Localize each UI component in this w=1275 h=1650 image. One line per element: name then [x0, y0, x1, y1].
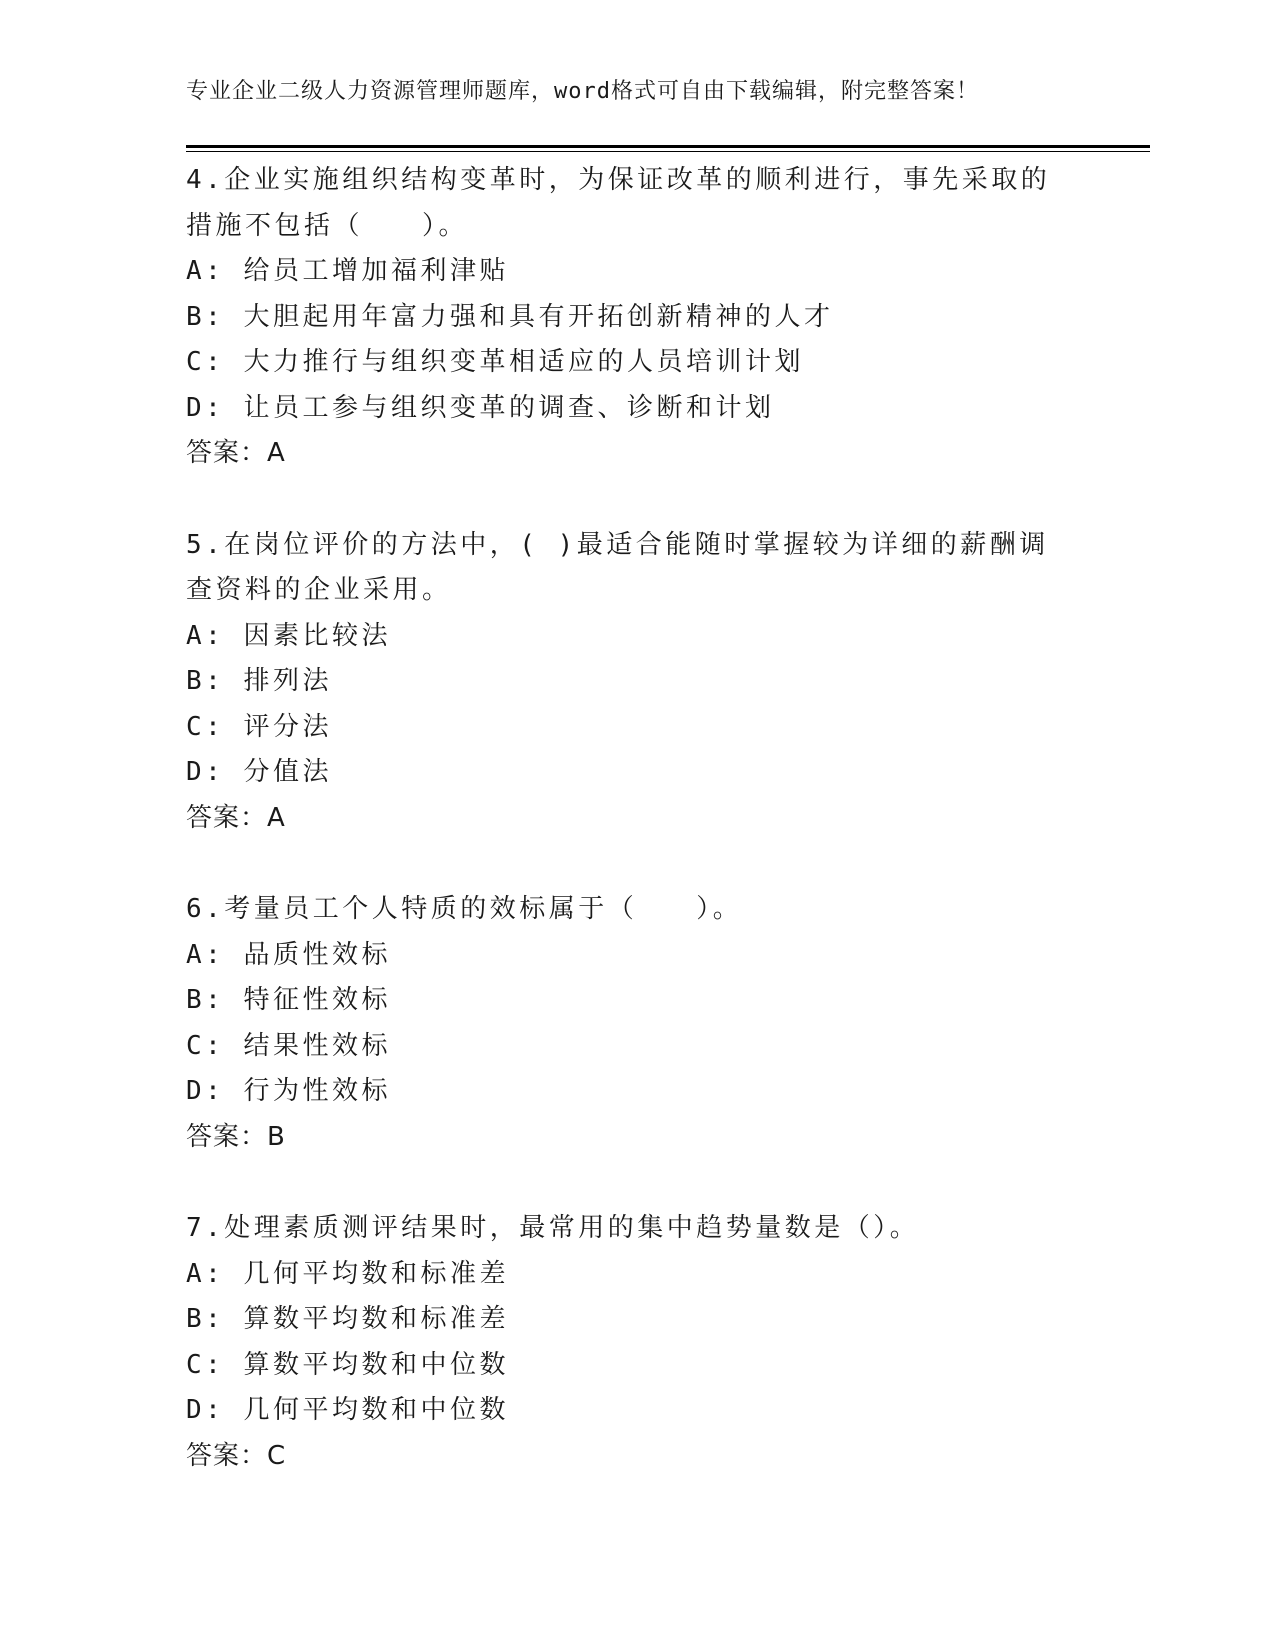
- option-d: D: 行为性效标: [186, 1076, 391, 1106]
- question-stem: 6.考量员工个人特质的效标属于（ ）。: [186, 894, 743, 924]
- option-d: D: 几何平均数和中位数: [186, 1395, 509, 1425]
- option-a: A: 给员工增加福利津贴: [186, 256, 509, 286]
- option-b: B: 大胆起用年富力强和具有开拓创新精神的人才: [186, 301, 834, 332]
- answer-label: 答案：A: [186, 438, 286, 468]
- question-stem: 4.企业实施组织结构变革时，为保证改革的顺利进行，事先采取的措施不包括（ ）。: [186, 165, 1051, 241]
- option-c: C: 算数平均数和中位数: [186, 1349, 509, 1380]
- question-list: [186, 158, 1086, 1479]
- option-c: C: 大力推行与组织变革相适应的人员培训计划: [186, 347, 804, 377]
- answer-label: 答案：C: [186, 1440, 287, 1471]
- question-stem: 7.处理素质测评结果时，最常用的集中趋势量数是（）。: [186, 1213, 920, 1243]
- option-a: A: 品质性效标: [186, 939, 391, 970]
- option-b: B: 排列法: [186, 666, 332, 696]
- question-7: [186, 1206, 1086, 1479]
- page-header: 专业企业二级人力资源管理师题库，word格式可自由下载编辑，附完整答案！: [186, 79, 979, 104]
- answer-label: 答案：B: [186, 1121, 286, 1152]
- option-d: D: 让员工参与组织变革的调查、诊断和计划: [186, 392, 775, 423]
- header-rule-thin: [186, 151, 1150, 152]
- option-b: B: 特征性效标: [186, 985, 391, 1015]
- question-stem: 5.在岗位评价的方法中，( )最适合能随时掌握较为详细的薪酬调查资料的企业采用。: [186, 529, 1049, 605]
- option-a: A: 因素比较法: [186, 620, 391, 651]
- option-c: C: 结果性效标: [186, 1030, 391, 1061]
- option-c: C: 评分法: [186, 711, 332, 742]
- question-6: [186, 887, 1086, 1160]
- question-5: [186, 523, 1086, 842]
- question-4: [186, 158, 1086, 477]
- header-rule-thick: [186, 145, 1150, 148]
- option-d: D: 分值法: [186, 757, 332, 787]
- answer-label: 答案：A: [186, 802, 286, 833]
- option-b: B: 算数平均数和标准差: [186, 1304, 509, 1334]
- option-a: A: 几何平均数和标准差: [186, 1258, 509, 1289]
